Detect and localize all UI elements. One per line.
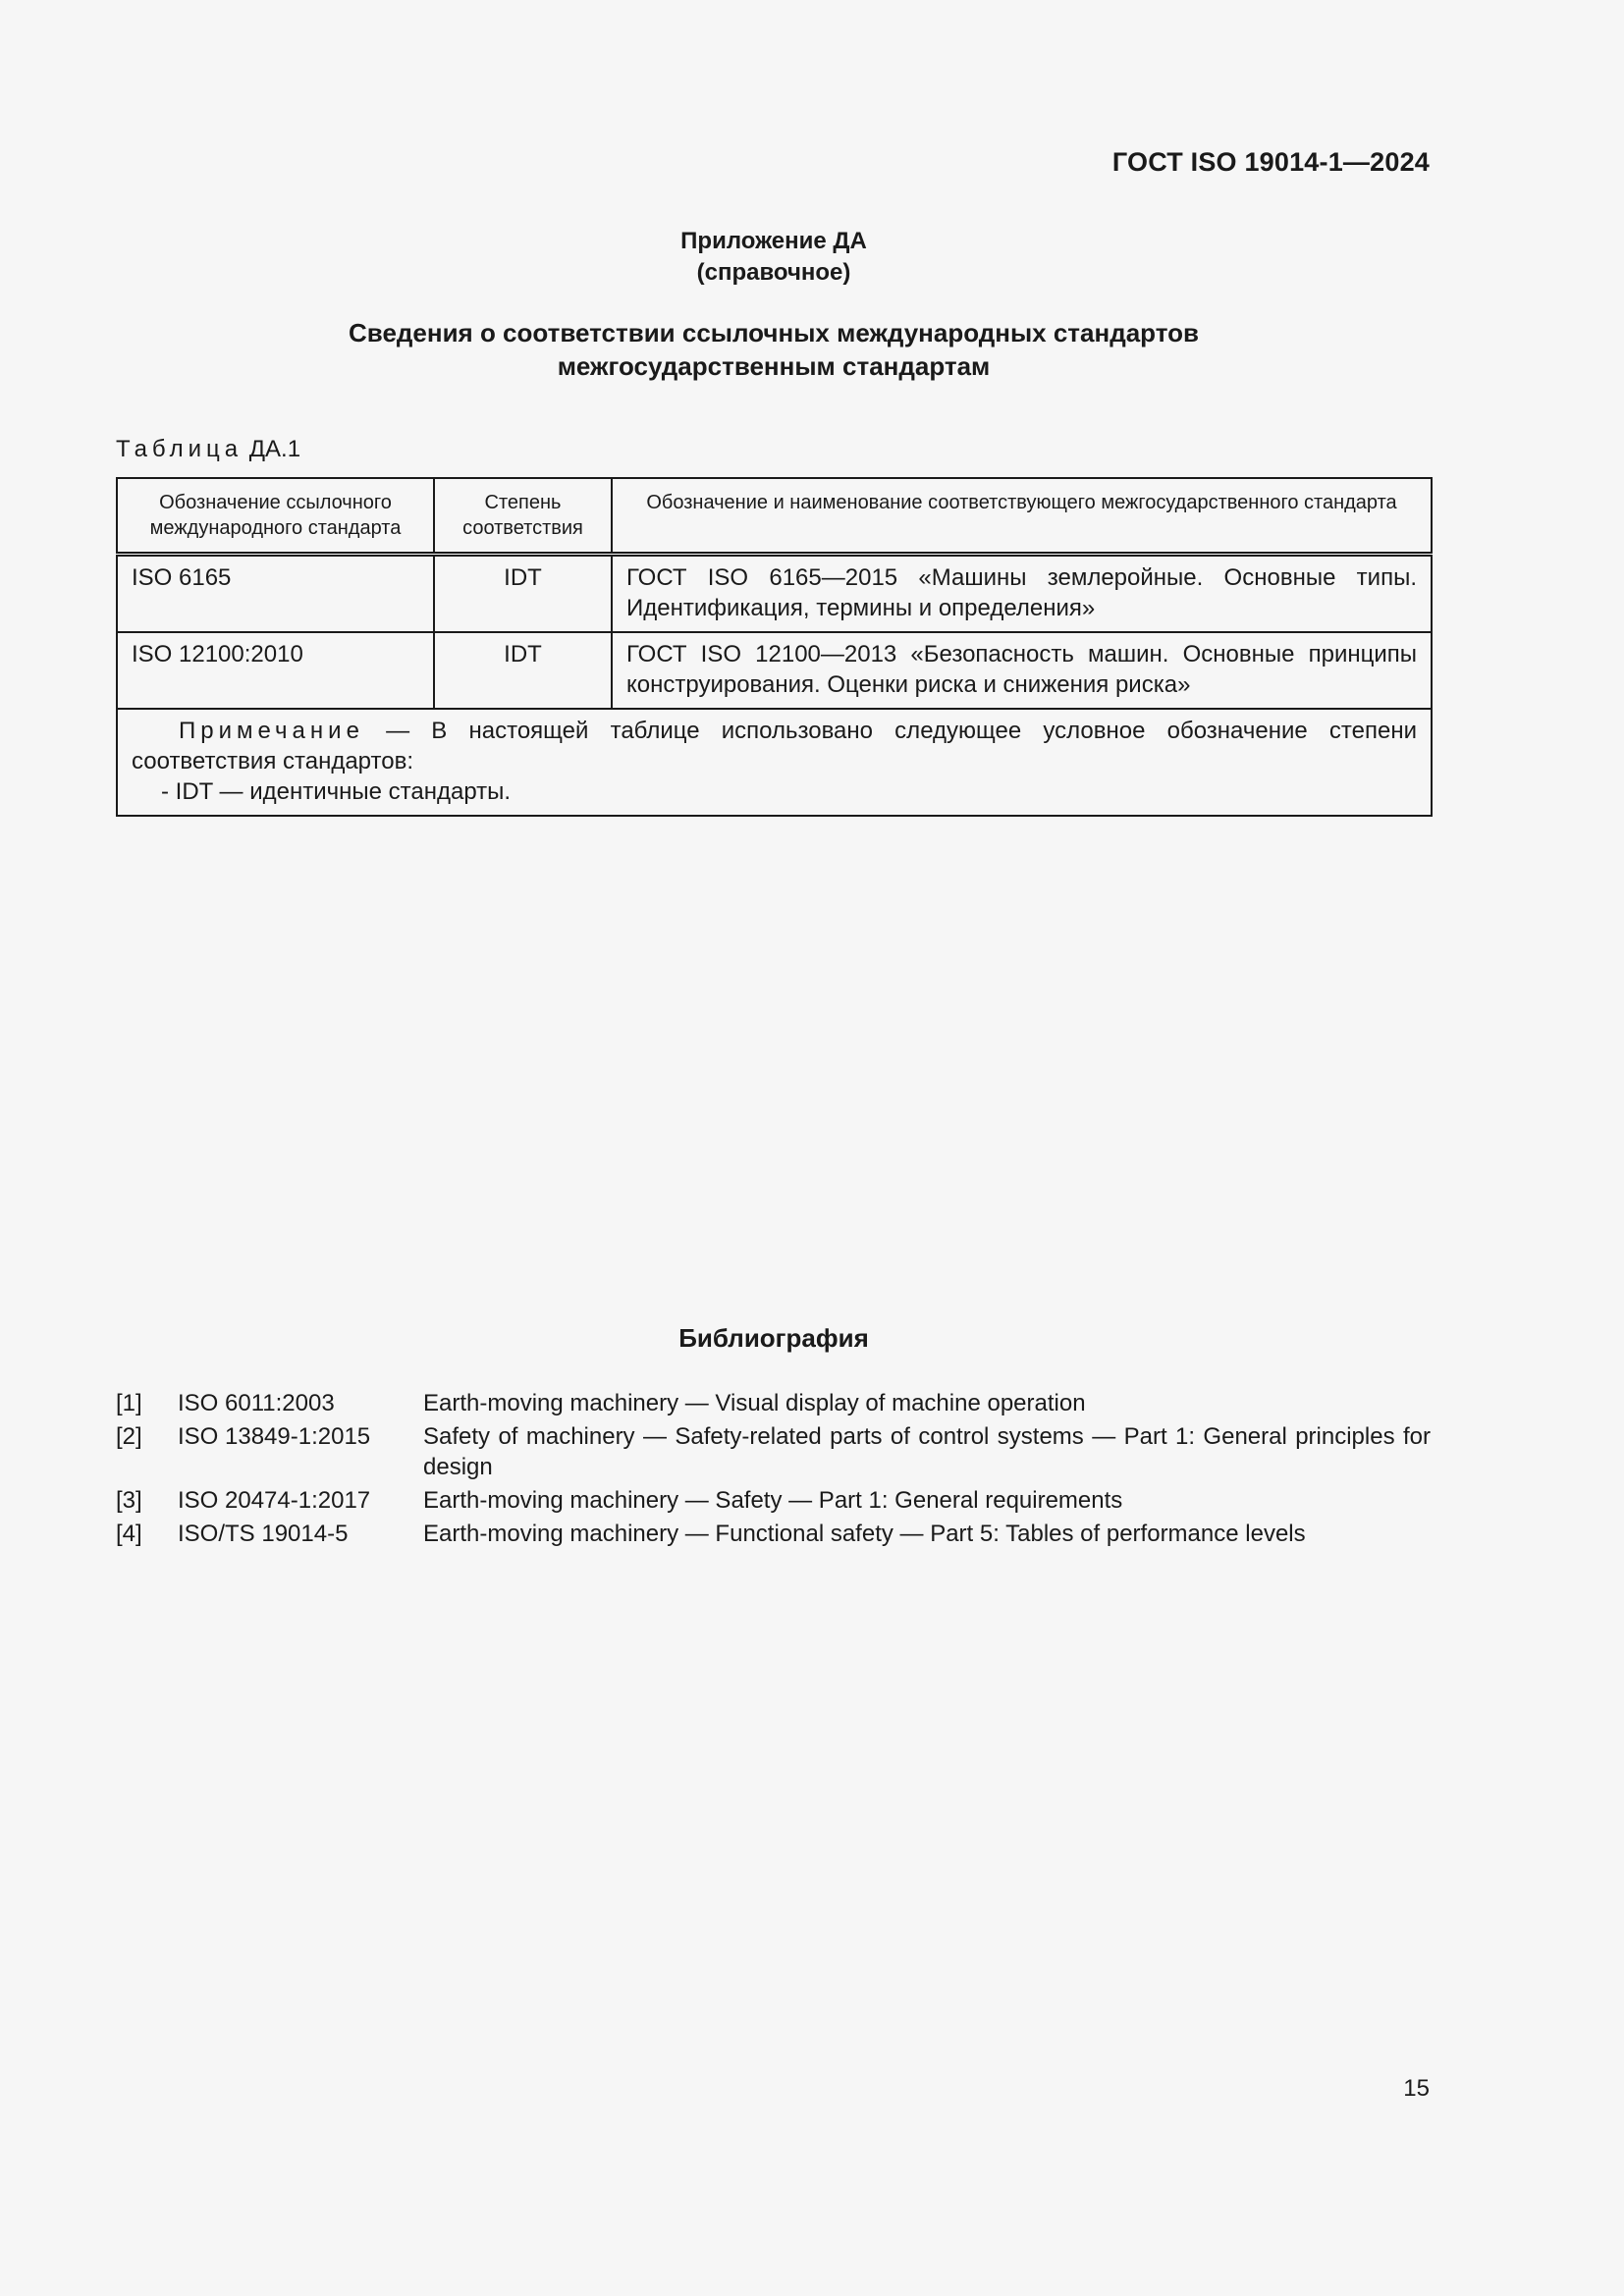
cell-ref-standard: ISO 12100:2010	[117, 632, 434, 709]
bibliography-item	[116, 1421, 1431, 1482]
appendix-heading	[0, 226, 1547, 289]
bibliography-item	[116, 1388, 1431, 1418]
table-caption-label: Таблица	[116, 436, 244, 462]
header-ref-standard: Обозначение ссылочного международного стандарта	[117, 478, 434, 555]
appendix-label: Приложение ДА	[680, 228, 867, 254]
note-item: - IDT — идентичные стандарты.	[161, 778, 512, 805]
bibliography-list	[116, 1388, 1431, 1552]
cell-ref-standard: ISO 6165	[117, 555, 434, 633]
header-national-standard: Обозначение и наименование соответствующего межгосударственного стандарта	[612, 478, 1432, 555]
header-degree: Степень соответствия	[434, 478, 612, 555]
table-note	[117, 709, 1432, 816]
note-label: Примечание	[179, 718, 364, 744]
appendix-title-line1: Сведения о соответствии ссылочных международных стандартов	[349, 318, 1199, 347]
table-caption-number: ДА.1	[248, 436, 301, 462]
bibliography-item-number: [3]	[116, 1487, 142, 1514]
correspondence-table	[116, 477, 1433, 817]
table-caption	[116, 436, 300, 463]
bibliography-item-number: [2]	[116, 1423, 142, 1450]
bibliography-item-title: Safety of machinery — Safety-related parts of control systems — Part 1: General principles for design	[423, 1423, 1431, 1480]
page-number: 15	[1403, 2075, 1430, 2102]
bibliography-item-title: Earth-moving machinery — Functional safety — Part 5: Tables of performance levels	[423, 1521, 1306, 1547]
bibliography-item-code: ISO/TS 19014-5	[178, 1521, 349, 1547]
cell-national-standard: ГОСТ ISO 12100—2013 «Безопасность машин. Основные принципы конструирования. Оценки риска и снижения риска»	[612, 632, 1432, 709]
bibliography-item-code: ISO 13849-1:2015	[178, 1423, 371, 1450]
table-row	[117, 632, 1432, 709]
bibliography-title: Библиография	[678, 1323, 869, 1353]
cell-national-standard: ГОСТ ISO 6165—2015 «Машины землеройные. Основные типы. Идентификация, термины и определения»	[612, 555, 1432, 633]
appendix-kind: (справочное)	[696, 259, 851, 286]
note-text: — В настоящей таблице использовано следующее условное обозначение степени соответствия стандартов:	[132, 718, 1417, 774]
bibliography-item	[116, 1519, 1431, 1549]
note-text-block	[132, 716, 1417, 776]
table-row	[117, 555, 1432, 633]
bibliography-item-title: Earth-moving machinery — Safety — Part 1: General requirements	[423, 1487, 1123, 1514]
table-header-row	[117, 478, 1432, 555]
cell-degree: IDT	[434, 555, 612, 633]
appendix-title	[0, 316, 1547, 383]
bibliography-item-number: [4]	[116, 1521, 142, 1547]
bibliography-item-code: ISO 20474-1:2017	[178, 1487, 371, 1514]
document-code: ГОСТ ISO 19014-1—2024	[1111, 147, 1430, 177]
cell-degree: IDT	[434, 632, 612, 709]
appendix-title-line2: межгосударственным стандартам	[557, 351, 991, 381]
bibliography-item-number: [1]	[116, 1390, 142, 1416]
bibliography-item	[116, 1485, 1431, 1516]
table-note-row	[117, 709, 1432, 816]
bibliography-item-title: Earth-moving machinery — Visual display of machine operation	[423, 1390, 1086, 1416]
bibliography-item-code: ISO 6011:2003	[178, 1390, 335, 1416]
